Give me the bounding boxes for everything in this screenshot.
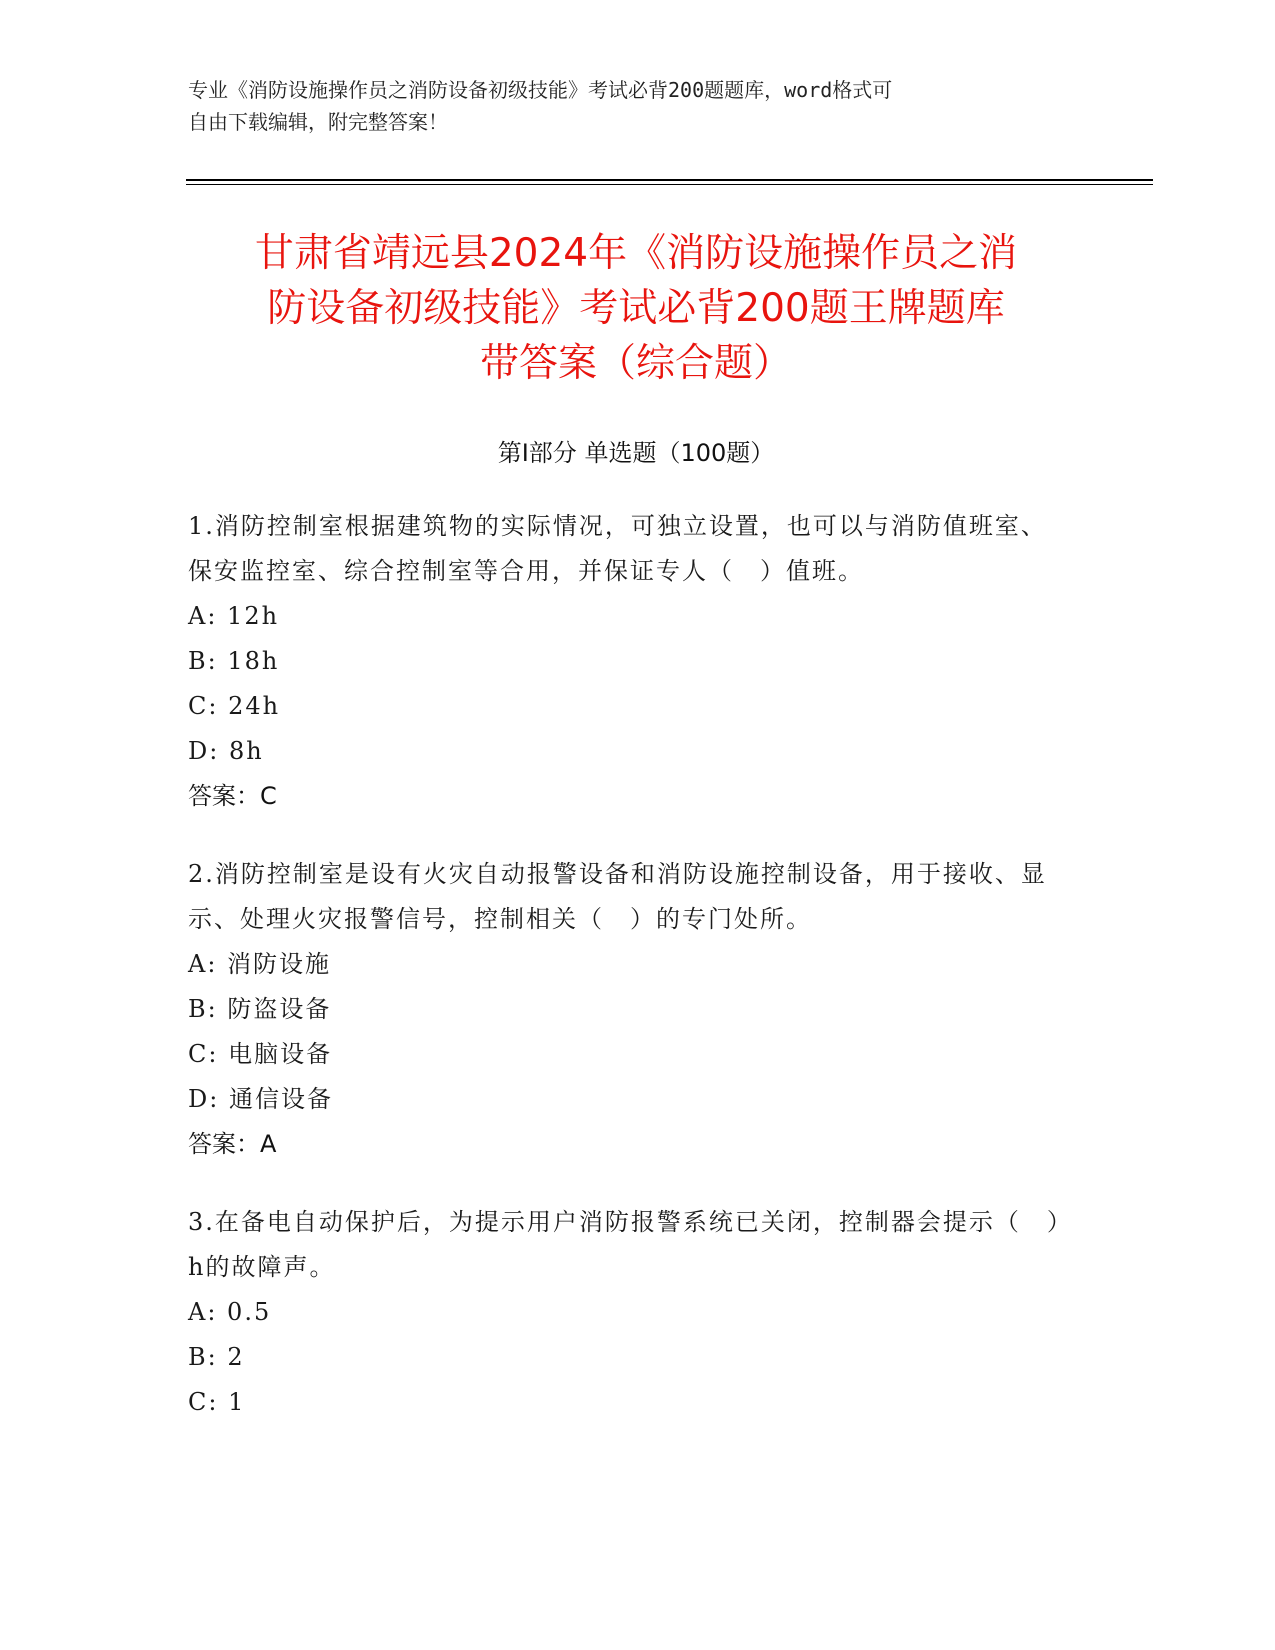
header-note	[188, 74, 1088, 138]
question-text: 1.消防控制室根据建筑物的实际情况，可独立设置，也可以与消防值班室、保安监控室、综合控制室等合用，并保证专人（ ）值班。	[188, 512, 1047, 585]
title-line: 甘肃省靖远县2024年《消防设施操作员之消	[254, 231, 1018, 276]
option-c: C: 1	[188, 1388, 246, 1416]
header-note-line: 自由下载编辑，附完整答案！	[188, 110, 448, 134]
header-divider-thick	[186, 179, 1153, 181]
option-b: B: 2	[188, 1343, 245, 1371]
option-b: B: 18h	[188, 647, 280, 675]
answer-line: 答案：A	[188, 1130, 277, 1158]
header-divider-thin	[186, 184, 1153, 185]
question-text: 2.消防控制室是设有火灾自动报警设备和消防设施控制设备，用于接收、显示、处理火灾报警信号，控制相关（ ）的专门处所。	[188, 860, 1047, 933]
question-item	[188, 852, 1068, 1167]
option-c: C: 24h	[188, 692, 281, 720]
option-d: D: 8h	[188, 737, 264, 765]
title-line: 防设备初级技能》考试必背200题王牌题库	[267, 286, 1005, 331]
option-c: C: 电脑设备	[188, 1040, 333, 1068]
option-a: A: 0.5	[188, 1298, 272, 1326]
header-note-line: 专业《消防设施操作员之消防设备初级技能》考试必背200题题库，word格式可	[188, 78, 893, 102]
option-a: A: 消防设施	[188, 950, 332, 978]
question-text: 3.在备电自动保护后，为提示用户消防报警系统已关闭，控制器会提示（ ）h的故障声。	[188, 1208, 1061, 1281]
section-heading: 第Ⅰ部分 单选题（100题）	[497, 439, 775, 467]
option-b: B: 防盗设备	[188, 995, 332, 1023]
question-item	[188, 504, 1068, 819]
question-item	[188, 1200, 1068, 1425]
option-a: A: 12h	[188, 602, 280, 630]
answer-line: 答案：C	[188, 782, 277, 810]
title-line: 带答案（综合题）	[479, 341, 792, 386]
document-title	[186, 226, 1086, 391]
option-d: D: 通信设备	[188, 1085, 333, 1113]
